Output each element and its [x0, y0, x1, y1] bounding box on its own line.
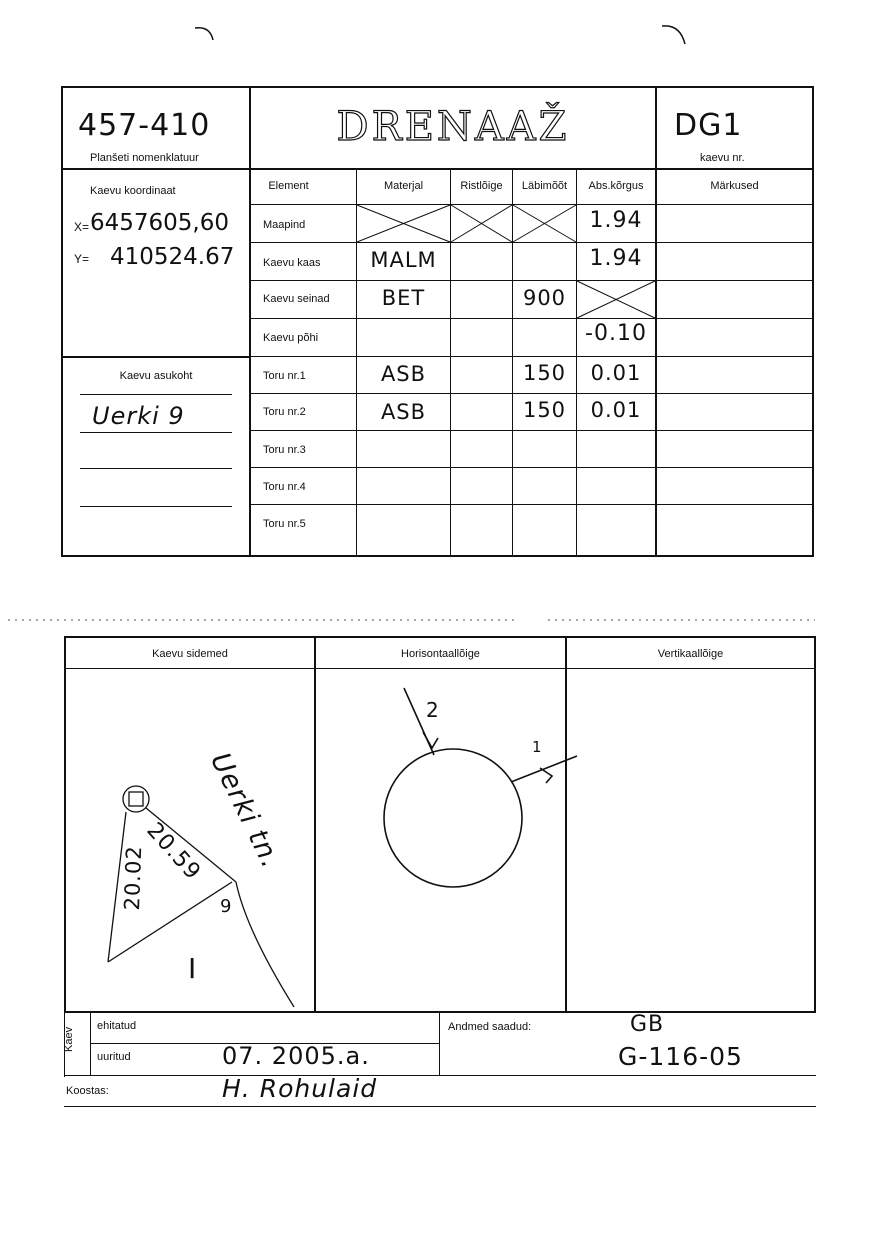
side-label: Kaev: [63, 1026, 75, 1052]
sketch-dimension: 9: [220, 896, 233, 917]
surveyed-label: uuritud: [97, 1051, 131, 1063]
row-label: Toru nr.4: [263, 481, 306, 493]
col-header-notes: Märkused: [710, 180, 759, 192]
row-label: Toru nr.5: [263, 518, 306, 530]
author-signature: H. Rohulaid: [222, 1074, 378, 1103]
page-title: DRENAAŽ: [336, 104, 570, 150]
surveyed-value: 07. 2005.a.: [222, 1042, 370, 1070]
cell-material: BET: [381, 286, 426, 310]
cell-diameter: 150: [522, 361, 567, 385]
col-header-element: Element: [268, 180, 309, 192]
cell-diameter: 150: [522, 398, 567, 422]
sheet-number: 457-410: [78, 108, 211, 143]
row-label: Kaevu seinad: [263, 293, 330, 305]
location-label: Kaevu asukoht: [119, 370, 193, 382]
data-received-value: GB: [630, 1012, 665, 1037]
well-label: kaevu nr.: [700, 152, 745, 164]
well-id: DG1: [674, 108, 743, 143]
col-header-connections: Kaevu sidemed: [152, 648, 228, 660]
row-label: Kaevu kaas: [263, 257, 321, 269]
x-coordinate: 6457605,60: [90, 210, 230, 236]
col-header-diameter: Läbimõõt: [521, 180, 568, 192]
sketch-street-name: Uerki tn.: [204, 748, 287, 874]
cell-elevation: 0.01: [590, 361, 642, 385]
y-prefix: Y=: [74, 252, 90, 266]
cell-elevation: 1.94: [589, 208, 643, 233]
sketch-dimension: 20.59: [141, 818, 206, 886]
cell-elevation: -0.10: [585, 321, 647, 346]
sketch-roman-numeral: I: [188, 952, 198, 985]
cell-material: MALM: [370, 248, 437, 272]
row-label: Toru nr.2: [263, 406, 306, 418]
data-received-value: G-116-05: [618, 1042, 743, 1071]
row-label: Maapind: [263, 219, 306, 231]
author-label: Koostas:: [66, 1085, 109, 1097]
sheet-label: Planšeti nomenklatuur: [90, 152, 199, 164]
built-label: ehitatud: [97, 1020, 137, 1032]
row-label: Toru nr.3: [263, 444, 306, 456]
col-header-section: Ristlõige: [460, 180, 503, 192]
pipe-label: 2: [426, 698, 440, 722]
x-prefix: X=: [74, 220, 90, 234]
cell-elevation: 0.01: [590, 398, 642, 422]
cell-material: ASB: [380, 362, 427, 386]
sketch-dimension: 20.02: [120, 844, 147, 911]
cell-elevation: 1.94: [589, 246, 643, 271]
cell-material: ASB: [380, 400, 427, 424]
pipe-label: 1: [532, 738, 543, 756]
col-header-elevation: Abs.kõrgus: [588, 180, 644, 192]
coordinates-label: Kaevu koordinaat: [90, 185, 176, 197]
col-header-vertical: Vertikaallõige: [657, 648, 724, 660]
location-value: Uerki 9: [92, 402, 185, 430]
cell-diameter: 900: [522, 286, 567, 310]
data-received-label: Andmed saadud:: [448, 1021, 532, 1033]
col-header-material: Materjal: [383, 180, 424, 192]
y-coordinate: 410524.67: [110, 244, 235, 270]
row-label: Kaevu põhi: [263, 332, 319, 344]
row-label: Toru nr.1: [263, 370, 306, 382]
col-header-horizontal: Horisontaallõige: [401, 648, 480, 660]
